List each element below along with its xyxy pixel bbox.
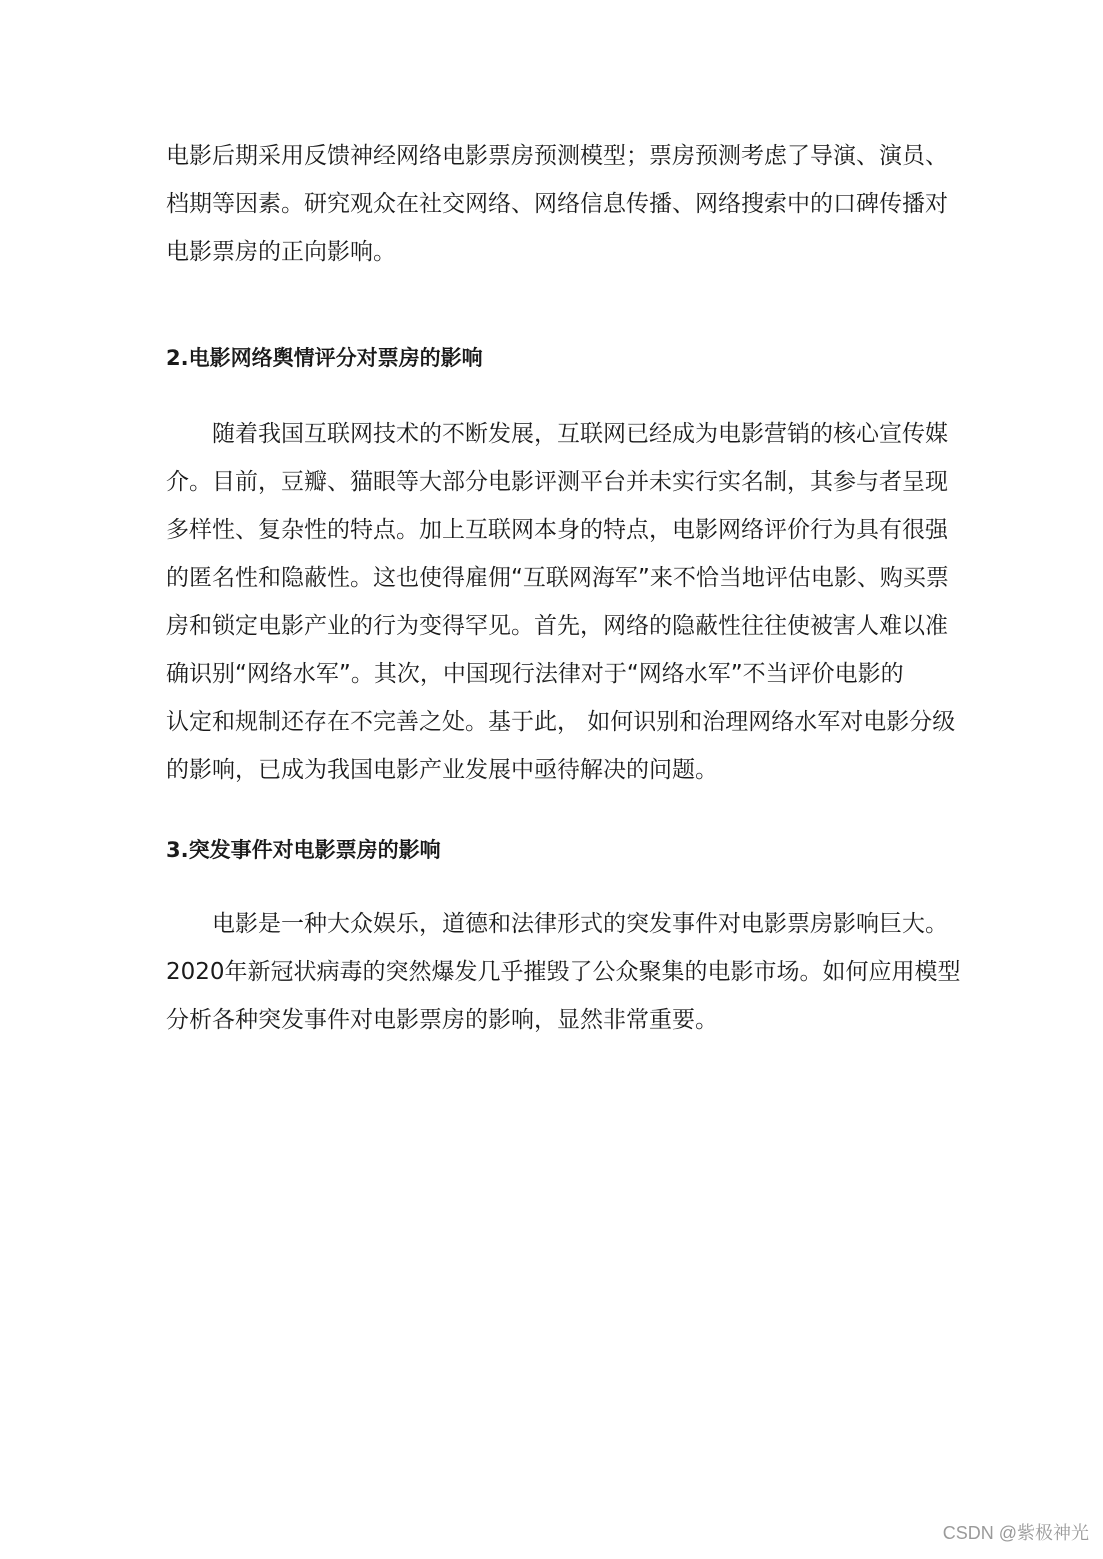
paragraph-line: 多样性、复杂性的特点。加上互联网本身的特点，电影网络评价行为具有很强	[166, 517, 948, 543]
paragraph-line: 认定和规制还存在不完善之处。基于此， 如何识别和治理网络水军对电影分级	[166, 709, 956, 735]
intro-paragraph	[166, 132, 948, 276]
csdn-watermark: CSDN @紫极神光	[942, 1523, 1089, 1543]
section-3-heading: 3.突发事件对电影票房的影响	[166, 838, 441, 862]
paragraph-line: 的影响，已成为我国电影产业发展中亟待解决的问题。	[166, 757, 718, 783]
paragraph-line: 随着我国互联网技术的不断发展，互联网已经成为电影营销的核心宣传媒	[166, 421, 948, 447]
section-3-paragraph	[166, 900, 961, 1044]
paragraph-line: 档期等因素。研究观众在社交网络、网络信息传播、网络搜索中的口碑传播对	[166, 191, 948, 217]
paragraph-line: 电影票房的正向影响。	[166, 239, 396, 265]
paragraph-line: 的匿名性和隐蔽性。这也使得雇佣“互联网海军”来不恰当地评估电影、购买票	[166, 565, 949, 591]
paragraph-line: 房和锁定电影产业的行为变得罕见。首先，网络的隐蔽性往往使被害人难以准	[166, 613, 948, 639]
paragraph-line: 确识别“网络水军”。其次，中国现行法律对于“网络水军”不当评价电影的	[166, 661, 904, 687]
paragraph-line: 介。目前，豆瓣、猫眼等大部分电影评测平台并未实行实名制，其参与者呈现	[166, 469, 948, 495]
paragraph-line: 电影后期采用反馈神经网络电影票房预测模型；票房预测考虑了导演、演员、	[166, 143, 948, 169]
section-2-paragraph	[166, 410, 956, 794]
paragraph-line: 分析各种突发事件对电影票房的影响，显然非常重要。	[166, 1007, 718, 1033]
paragraph-line: 2020年新冠状病毒的突然爆发几乎摧毁了公众聚集的电影市场。如何应用模型	[166, 959, 961, 985]
section-2-heading: 2.电影网络舆情评分对票房的影响	[166, 346, 483, 370]
paragraph-line: 电影是一种大众娱乐，道德和法律形式的突发事件对电影票房影响巨大。	[166, 911, 948, 937]
